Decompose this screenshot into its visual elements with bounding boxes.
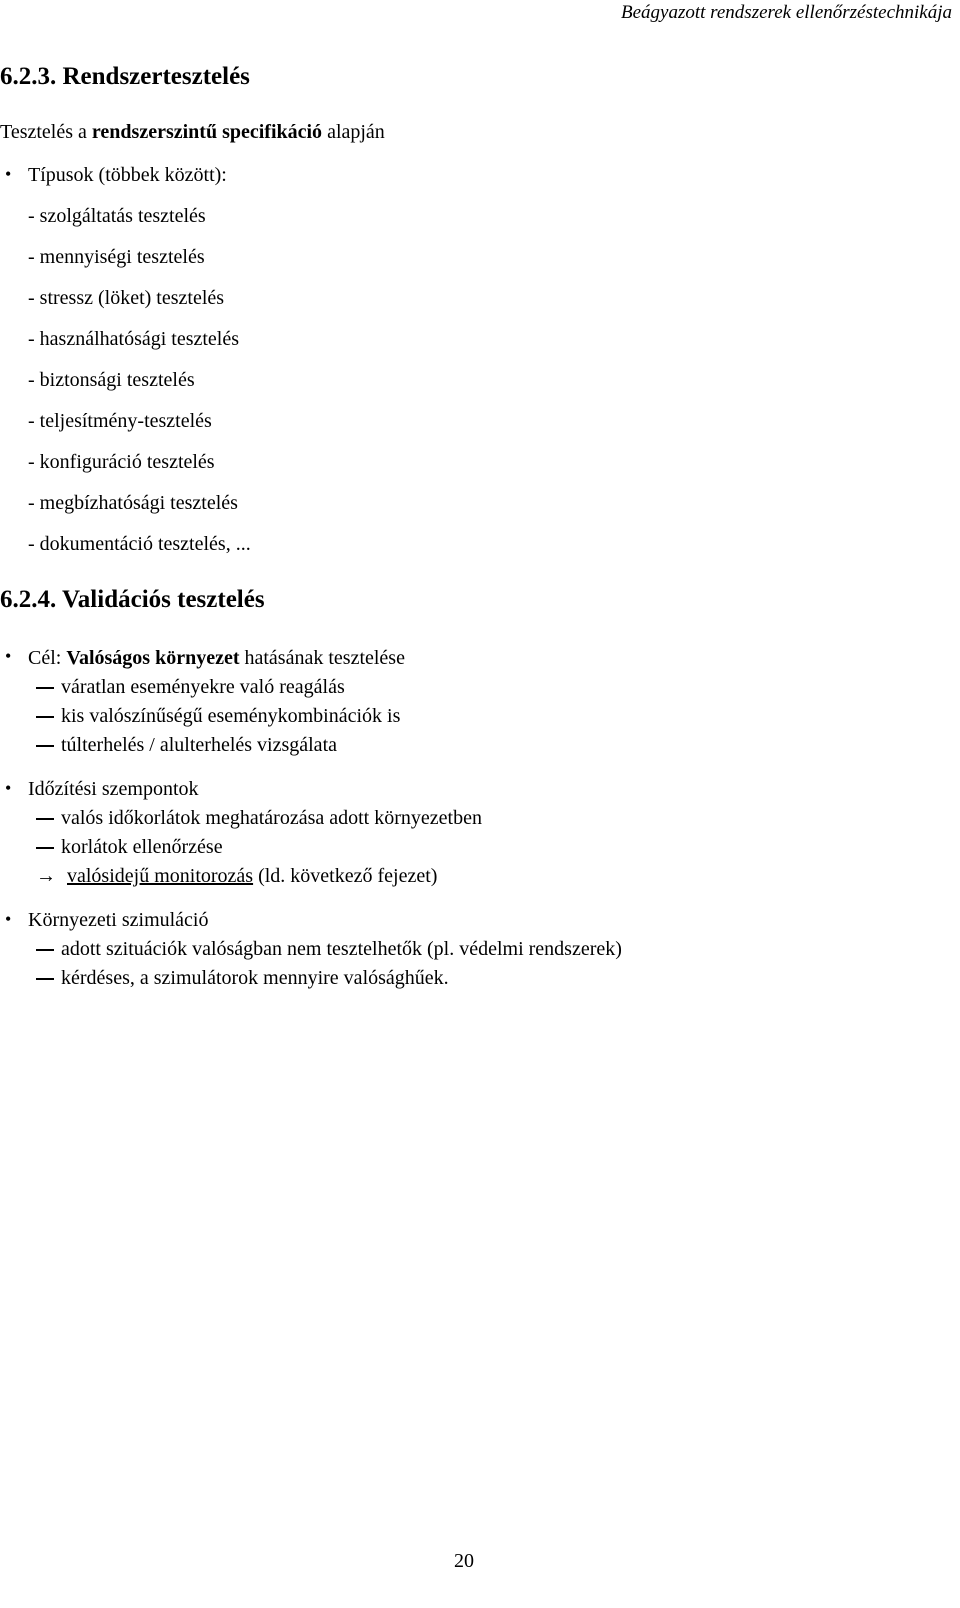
dash-icon <box>36 716 54 718</box>
env-bullet: Környezeti szimuláció <box>28 909 209 931</box>
dash-icon <box>36 687 54 689</box>
list-item: - dokumentáció tesztelés, ... <box>28 533 251 555</box>
arrow-item <box>67 863 437 889</box>
bullet-icon: • <box>5 778 12 798</box>
sub-item: váratlan eseményekre való reagálás <box>61 676 345 698</box>
dash-icon <box>36 847 54 849</box>
monitoring-link-text: valósidejű monitorozás <box>67 865 254 887</box>
types-bullet: Típusok (többek között): <box>28 164 227 186</box>
list-item: - teljesítmény-tesztelés <box>28 410 212 432</box>
bullet-icon: • <box>5 909 12 929</box>
section-heading-validacios: 6.2.4. Validációs tesztelés <box>0 586 265 613</box>
section-heading-rendszertesztelés: 6.2.3. Rendszertesztelés <box>0 63 250 90</box>
list-item: - stressz (löket) tesztelés <box>28 287 225 309</box>
list-item: - konfiguráció tesztelés <box>28 451 215 473</box>
dash-icon <box>36 978 54 980</box>
intro-post: alapján <box>322 121 385 143</box>
goal-pre: Cél: <box>28 647 67 669</box>
list-item: - használhatósági tesztelés <box>28 328 240 350</box>
dash-icon <box>36 818 54 820</box>
bullet-icon: • <box>5 646 12 666</box>
running-header: Beágyazott rendszerek ellenőrzéstechnikája <box>621 2 952 23</box>
sub-item: korlátok ellenőrzése <box>61 836 223 858</box>
arrow-icon: → <box>36 865 56 887</box>
sub-item: túlterhelés / alulterhelés vizsgálata <box>61 734 337 756</box>
dash-icon <box>36 949 54 951</box>
list-item: - biztonsági tesztelés <box>28 369 195 391</box>
timing-bullet: Időzítési szempontok <box>28 778 199 800</box>
page-number: 20 <box>454 1550 474 1572</box>
intro-bold: rendszerszintű specifikáció <box>91 121 323 143</box>
sub-item: kérdéses, a szimulátorok mennyire valósághűek. <box>61 967 449 989</box>
intro-paragraph <box>0 119 385 145</box>
goal-post: hatásának tesztelése <box>239 647 405 669</box>
bullet-icon: • <box>5 164 12 184</box>
goal-bold: Valóságos környezet <box>66 647 240 669</box>
intro-pre: Tesztelés a <box>0 121 92 143</box>
list-item: - megbízhatósági tesztelés <box>28 492 238 514</box>
dash-icon <box>36 745 54 747</box>
list-item: - mennyiségi tesztelés <box>28 246 205 268</box>
sub-item: kis valószínűségű eseménykombinációk is <box>61 705 401 727</box>
arrow-rest: (ld. következő fejezet) <box>253 865 438 887</box>
list-item: - szolgáltatás tesztelés <box>28 205 206 227</box>
sub-item: adott szituációk valóságban nem tesztelhetők (pl. védelmi rendszerek) <box>61 938 622 960</box>
goal-bullet <box>28 645 405 671</box>
sub-item: valós időkorlátok meghatározása adott környezetben <box>61 807 482 829</box>
